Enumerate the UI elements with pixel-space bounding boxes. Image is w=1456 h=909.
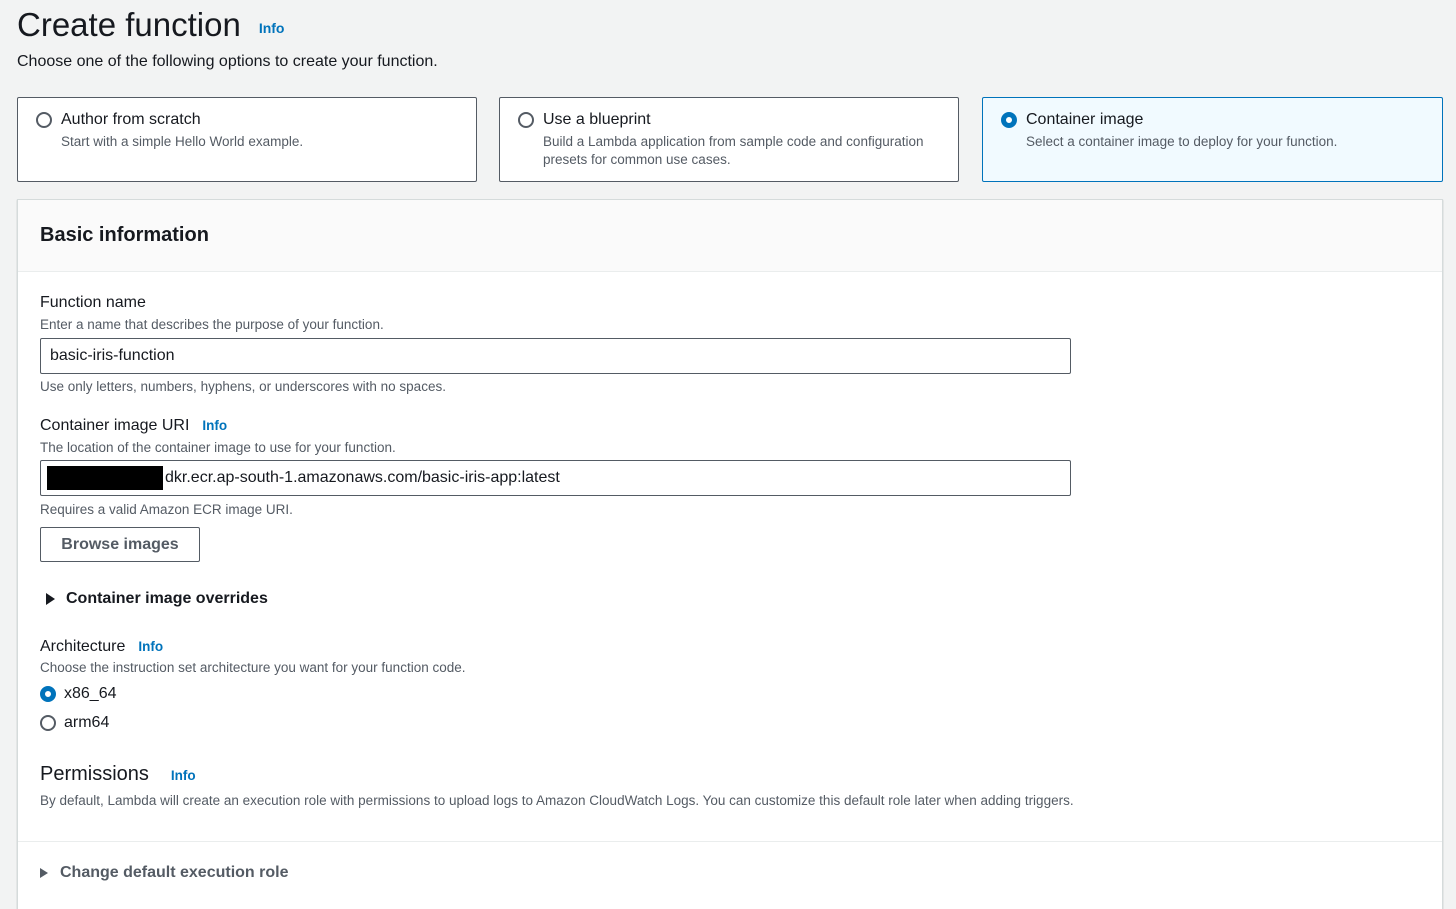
permissions-description: By default, Lambda will create an execution role with permissions to upload logs to Amazon CloudWatch Logs. You can customize this default role later when adding triggers.	[40, 793, 1074, 808]
radio-arm64[interactable]	[40, 715, 56, 731]
permissions-title-text: Permissions	[40, 763, 149, 785]
option-author-from-scratch[interactable]	[17, 97, 477, 182]
image-uri-constraint: Requires a valid Amazon ECR image URI.	[40, 502, 293, 517]
change-role-label: Change default execution role	[60, 864, 289, 881]
redacted-account-id	[47, 466, 163, 490]
option-container-image[interactable]	[982, 97, 1443, 182]
page-subtitle: Choose one of the following options to create your function.	[17, 53, 438, 70]
function-name-label-text: Function name	[40, 294, 146, 311]
panel-header	[18, 200, 1442, 272]
title-info-link[interactable]: Info	[258, 20, 285, 36]
architecture-option-label: x86_64	[64, 685, 117, 702]
architecture-option-label: arm64	[64, 714, 110, 731]
creation-options	[17, 97, 1443, 182]
panel-heading: Basic information	[40, 224, 209, 246]
permissions-info-link[interactable]: Info	[170, 768, 196, 783]
container-image-overrides-expander[interactable]	[46, 590, 268, 608]
function-name-input[interactable]	[40, 338, 1071, 374]
browse-images-button[interactable]: Browse images	[40, 527, 200, 562]
image-uri-value: dkr.ecr.ap-south-1.amazonaws.com/basic-iris-app:latest	[165, 469, 560, 486]
radio-container-image[interactable]	[1001, 112, 1017, 128]
radio-use-a-blueprint[interactable]	[518, 112, 534, 128]
option-title: Author from scratch	[61, 111, 201, 128]
permissions-footer	[18, 841, 1442, 909]
image-uri-description: The location of the container image to use for your function.	[40, 440, 396, 455]
option-description: Start with a simple Hello World example.	[61, 134, 304, 149]
function-name-value: basic-iris-function	[50, 347, 175, 364]
overrides-label: Container image overrides	[66, 590, 268, 607]
page-title	[17, 6, 284, 44]
basic-information-panel	[17, 199, 1443, 909]
caret-right-icon	[46, 593, 55, 605]
image-uri-label	[40, 417, 227, 435]
radio-x86-64[interactable]	[40, 686, 56, 702]
image-uri-label-text: Container image URI	[40, 417, 190, 434]
change-default-execution-role-expander[interactable]	[40, 864, 288, 882]
architecture-label-text: Architecture	[40, 638, 126, 655]
function-name-description: Enter a name that describes the purpose of your function.	[40, 317, 384, 332]
function-name-constraint: Use only letters, numbers, hyphens, or underscores with no spaces.	[40, 379, 446, 394]
page-title-text: Create function	[17, 6, 241, 43]
architecture-label	[40, 638, 163, 656]
option-title: Container image	[1026, 111, 1144, 128]
radio-author-from-scratch[interactable]	[36, 112, 52, 128]
architecture-description: Choose the instruction set architecture you want for your function code.	[40, 660, 466, 675]
architecture-option-x86-64[interactable]	[40, 685, 117, 703]
option-use-a-blueprint[interactable]	[499, 97, 959, 182]
architecture-info-link[interactable]: Info	[138, 639, 164, 654]
image-uri-input[interactable]	[40, 460, 1071, 496]
option-description: Build a Lambda application from sample code and configuration presets for common use cases.	[543, 134, 924, 167]
image-uri-info-link[interactable]: Info	[202, 418, 228, 433]
function-name-label	[40, 294, 146, 312]
option-title: Use a blueprint	[543, 111, 651, 128]
permissions-title	[40, 763, 196, 786]
caret-right-icon	[40, 868, 48, 878]
architecture-option-arm64[interactable]	[40, 714, 109, 732]
option-description: Select a container image to deploy for your function.	[1026, 134, 1338, 149]
